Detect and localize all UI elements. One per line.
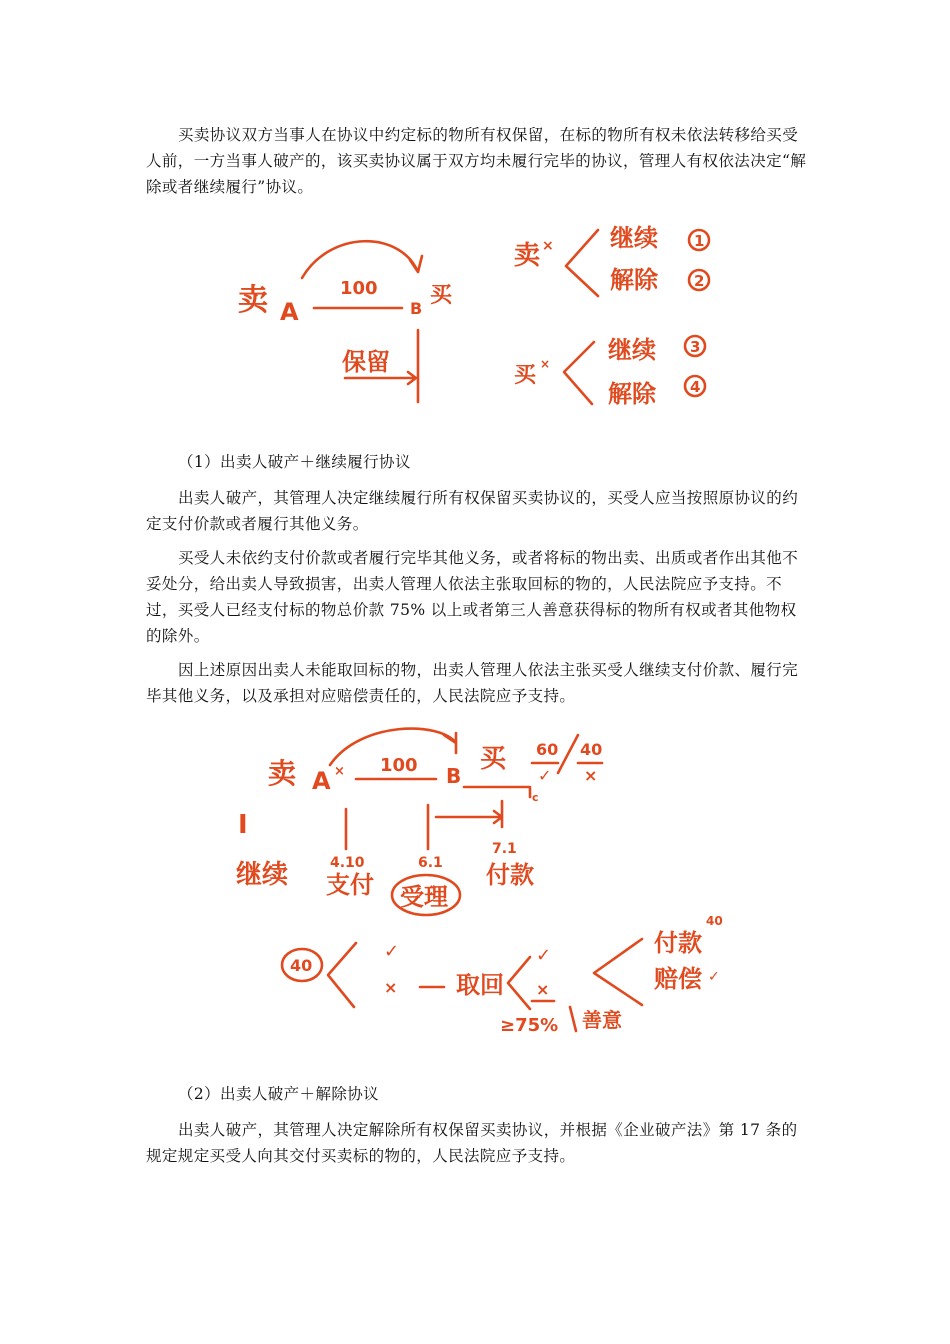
sketch1-number-2: 2 xyxy=(694,272,705,290)
section1-paragraph-2: 买受人未依约支付价款或者履行完毕其他义务，或者将标的物出卖、出质或者作出其他不妥处分，给出卖人导致损害，出卖人管理人依法主张取回标的物的，人民法院应予支持。不过，买受人已经支付标的物总价款 75% 以上或者第三人善意获得标的物所有权或者其他物权的除外。 xyxy=(146,549,799,645)
sketch2-ratio-40: 40 xyxy=(580,740,603,759)
sketch2-deliver-label: 付款 xyxy=(486,861,534,889)
sketch2-deliver-date: 7.1 xyxy=(492,841,517,857)
sketch2-circle-40-label: 40 xyxy=(290,956,313,975)
sketch1-retention: 保留 xyxy=(342,348,390,376)
sketch2-backslash xyxy=(570,1007,576,1031)
sketch2-accept-label: 受理 xyxy=(400,883,448,911)
sketch2-ge75: ≥75% xyxy=(500,1015,559,1036)
sketch2-party-a: A xyxy=(312,767,331,795)
sketch1-top-rescind: 解除 xyxy=(610,266,658,294)
section1-heading: （1）出卖人破产＋继续履行协议 xyxy=(178,453,411,471)
sketch2-x-1: × xyxy=(384,978,398,997)
sketch1-bottom-rescind: 解除 xyxy=(608,380,656,408)
sketch2-pay-label: 支付 xyxy=(326,871,374,899)
sketch2-compensate: 赔偿 xyxy=(654,965,702,993)
sketch2-check-1: ✓ xyxy=(384,941,400,962)
sketch2-compensate-check: ✓ xyxy=(708,969,720,985)
handwritten-sketch-retention xyxy=(230,210,730,410)
sketch2-buyer: 买 xyxy=(480,744,507,774)
sketch2-ratio-60: 60 xyxy=(536,740,559,759)
sketch2-pay-again: 付款 xyxy=(654,929,702,957)
sketch2-arrow-to-deliver xyxy=(436,801,502,827)
sketch2-bracket-2 xyxy=(508,957,530,1009)
sketch2-small-c: c xyxy=(532,791,539,804)
sketch1-top-bracket xyxy=(566,230,598,296)
section2-heading: （2）出卖人破产＋解除协议 xyxy=(178,1085,380,1103)
sketch1-party-a: A xyxy=(280,298,299,326)
sketch2-buyer-line xyxy=(464,787,530,797)
sketch2-check-2: ✓ xyxy=(536,945,552,966)
sketch2-amount: 100 xyxy=(380,755,418,776)
sketch2-pay-again-sup: 40 xyxy=(706,914,723,928)
sketch1-number-4: 4 xyxy=(690,378,701,396)
sketch1-bottom-bracket xyxy=(564,342,594,404)
sketch2-x-2: × xyxy=(536,980,550,999)
sketch1-number-3: 3 xyxy=(690,338,701,356)
sketch2-a-x: × xyxy=(334,764,345,779)
sketch2-accept-date: 6.1 xyxy=(418,855,443,871)
sketch2-pay-date: 4.10 xyxy=(330,855,365,871)
sketch1-top-party: 卖 xyxy=(514,241,541,271)
section1-paragraph-3: 因上述原因出卖人未能取回标的物，出卖人管理人依法主张买受人继续支付价款、履行完毕其他义务，以及承担对应赔偿责任的，人民法院应予支持。 xyxy=(146,661,799,705)
sketch1-top-x: × xyxy=(542,238,554,254)
sketch1-bottom-continue: 继续 xyxy=(608,336,656,364)
sketch2-bracket-3 xyxy=(594,939,642,1005)
sketch2-party-b: B xyxy=(446,764,462,788)
sketch2-continue: 继续 xyxy=(236,860,289,890)
sketch1-buyer: 买 xyxy=(430,283,453,308)
sketch2-bracket-1 xyxy=(328,943,356,1007)
section2-paragraph-1: 出卖人破产，其管理人决定解除所有权保留买卖协议，并根据《企业破产法》第 17 条的规定规定买受人向其交付买卖标的物的，人民法院应予支持。 xyxy=(146,1121,798,1165)
sketch2-ratio-x: × xyxy=(584,766,598,785)
sketch2-roman-one: I xyxy=(238,810,248,840)
section1-paragraph-1: 出卖人破产，其管理人决定继续履行所有权保留买卖协议的，买受人应当按照原协议的约定支付价款或者履行其他义务。 xyxy=(146,489,799,533)
sketch2-retrieve: 取回 xyxy=(456,971,504,999)
sketch1-amount: 100 xyxy=(340,278,378,299)
sketch2-seller: 卖 xyxy=(268,757,297,790)
sketch1-arc-arrow xyxy=(302,241,422,278)
sketch1-bottom-party: 买 xyxy=(514,363,537,388)
sketch2-ratio-check: ✓ xyxy=(538,766,552,785)
sketch1-number-1: 1 xyxy=(694,232,705,250)
sketch1-seller: 卖 xyxy=(238,283,268,318)
sketch2-good-faith: 善意 xyxy=(582,1008,622,1032)
sketch1-top-continue: 继续 xyxy=(610,224,658,252)
handwritten-sketch-continue xyxy=(230,725,730,1045)
sketch1-party-b: B xyxy=(410,299,423,318)
intro-paragraph: 买卖协议双方当事人在协议中约定标的物所有权保留，在标的物所有权未依法转移给买受人前，一方当事人破产的，该买卖协议属于双方均未履行完毕的协议，管理人有权依法决定“解除或者继续履行”协议。 xyxy=(146,126,807,196)
sketch1-bottom-x: × xyxy=(540,357,551,371)
